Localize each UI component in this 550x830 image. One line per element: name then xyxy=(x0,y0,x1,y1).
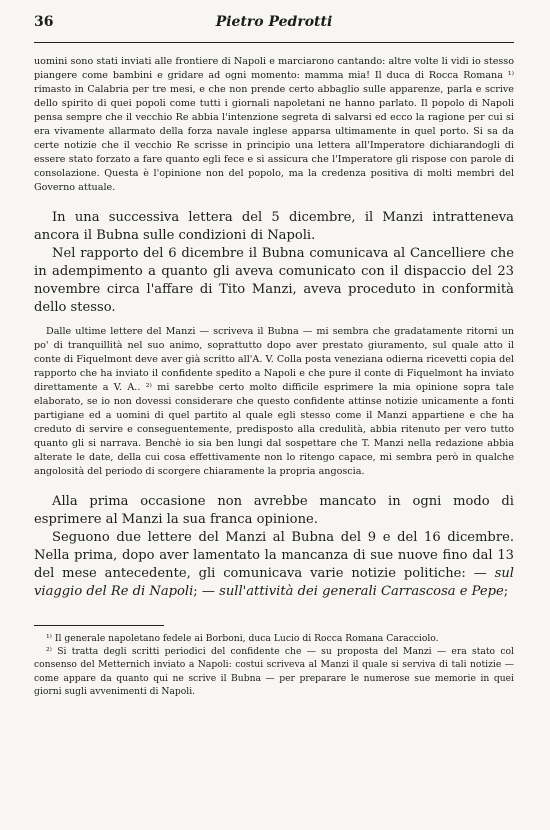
quoted-bubna-text: Dalle ultime lettere del Manzi — scriveva il Bubna — mi sembra che gradatamente ritorni un po' di tranquillità nel suo animo, soprattutto dopo aver prestato giuramento, sul quale atto il conte di Fiquelmont deve aver già scritto all'A. V. Colla posta veneziana odierna ricevetti copia del rapporto che ha inviato il confidente spedito a Napoli e che pure il conte di Fiquelmont ha inviato direttamente a V. A.. ²⁾ mi sarebbe certo molto difficile esprimere la mia opinione sopra tale elaborato, se io non dovessi considerare che questo confidente attinse notizie unicamente a fonti partigiane ed a uomini di quel partito al quale egli stesso come il Manzi appartiene e che ha creduto di servire e conseguentemente, predisposto alla credulità, abbia ritenuto per vero tutto quanto gli si narrava. Benchè io sia ben lungi dal sospettare che T. Manzi nella redazione abbia alterate le date, della cui cosa effettivamente non lo ritengo capace, mi sembra però in qualche angolosità del periodo di scorgere chiaramente la propria angoscia. xyxy=(34,326,514,477)
quoted-letter-text: uomini sono stati inviati alle frontiere di Napoli e marciarono cantando: altre volte li vidi io stesso piangere come bambini e gridare ad ogni momento: mamma mia! Il duca di Rocca Romana ¹⁾ rimasto in Calabria per tre mesi, e che non prende certo abbaglio sulle apparenze, parla e scrive dello spirito di quei popoli come tutti i giornali napoletani ne hanno parlato. Il popolo di Napoli pensa sempre che il vecchio Re abbia l'intenzione segreta di salvarsi ed ecco la ragione per cui si era vivamente allarmato della forza navale inglese apparsa ultimamente in quel porto. Si sa da certe notizie che il vecchio Re scrisse in principio una lettera all'Imperatore dichiarandogli di essere stato forzato a fare quanto egli fece e si assicura che l'Imperatore gli rispose con parole di consolazione. Questa è l'opinione non del popolo, ma la credenza positiva di molti membri del Governo attuale. xyxy=(34,56,514,193)
book-page xyxy=(34,14,514,698)
para4-text: Seguono due lettere del Manzi al Bubna del 9 e del 16 dicembre. Nella prima, dopo aver lamentato la mancanza di sue nuove fino dal 13 del mese antecedente, gli comunicava varie notizie politiche: xyxy=(34,530,514,581)
header-rule xyxy=(34,42,514,43)
footnote-rule xyxy=(34,625,164,626)
paragraph-prima-occasione: Alla prima occasione non avrebbe mancato in ogni modo di esprimere al Manzi la sua franca opinione. xyxy=(34,494,514,527)
para4-end: ; xyxy=(503,584,509,599)
paragraph-rapporto-6-dicembre: Nel rapporto del 6 dicembre il Bubna comunicava al Cancelliere che in adempimento a quanto gli aveva comunicato con il dispaccio del 23 novembre circa l'affare di Tito Manzi, aveva proceduto in conformità dello stesso. xyxy=(34,246,514,315)
body-text xyxy=(34,209,514,317)
para4-italic-viaggio: sul viaggio del Re di Napoli xyxy=(34,566,514,599)
body-text-2 xyxy=(34,493,514,601)
footnote-2: ²⁾ Si tratta degli scritti periodici del confidente che — su proposta del Manzi — era stato col consenso del Metternich inviato a Napoli: costui scriveva al Manzi il quale si serviva di tali notizie — come appare da quanto qui ne scrive il Bubna — per preparare le numerose sue memorie in quei giorni sugli avvenimenti di Napoli. xyxy=(34,646,514,697)
footnotes xyxy=(34,625,514,698)
paragraph-seguono-lettere xyxy=(34,529,514,601)
page-header xyxy=(34,14,514,36)
para4-sep2: ; — xyxy=(193,584,220,599)
quotation-block-2 xyxy=(34,325,514,479)
paragraph-letter-5-dicembre: In una successiva lettera del 5 dicembre, il Manzi intratteneva ancora il Bubna sulle condizioni di Napoli. xyxy=(34,210,514,243)
quotation-block-1 xyxy=(34,55,514,195)
para4-italic-generali: sull'attività dei generali Carrascosa e Pepe xyxy=(219,584,504,599)
page-number: 36 xyxy=(34,14,54,30)
para4-sep1: — xyxy=(465,566,495,581)
running-title: Pietro Pedrotti xyxy=(215,14,333,30)
footnote-1: ¹⁾ Il generale napoletano fedele ai Borboni, duca Lucio di Rocca Romana Caracciolo. xyxy=(46,633,439,644)
